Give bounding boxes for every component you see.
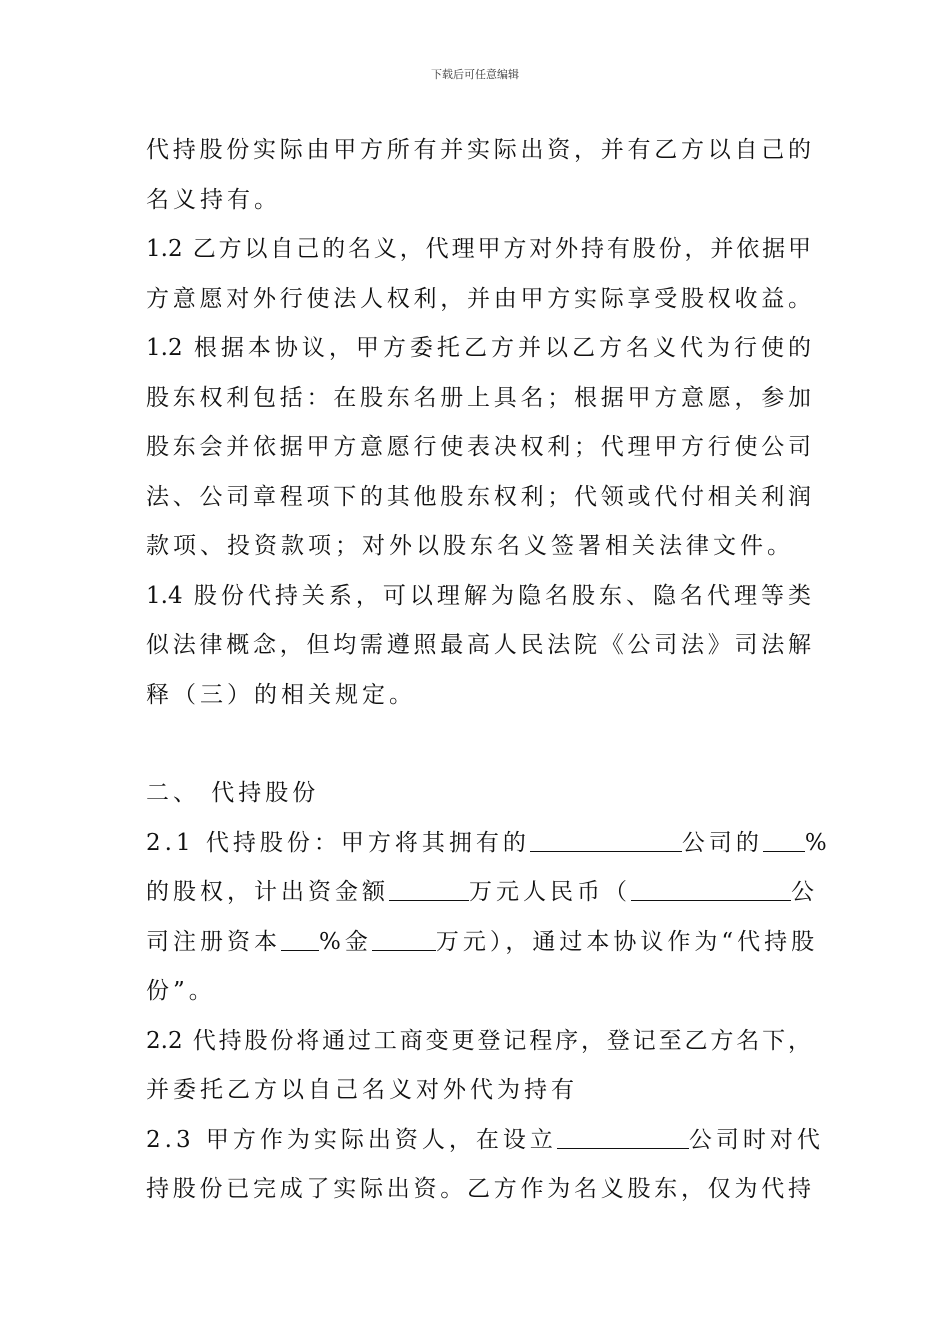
clause-1-4-line: 释（三）的相关规定。	[146, 681, 416, 708]
clause-1-2-line: 方意愿对外行使法人权利，并由甲方实际享受股权收益。	[146, 285, 811, 312]
clause-2-1-text: 万元人民币（	[469, 879, 631, 905]
clause-2-1-text: 司注册资本	[146, 928, 281, 955]
registered-percent-blank[interactable]	[281, 928, 319, 951]
text-line: 名义持有。	[146, 186, 281, 213]
clause-1-2-line: 1.2 乙方以自己的名义，代理甲方对外持有股份，并依据甲	[146, 236, 811, 262]
clause-2-3-line	[146, 1116, 824, 1166]
clause-2-1-text: %金	[319, 928, 372, 955]
clause-2-2-line: 2.2 代持股份将通过工商变更登记程序，登记至乙方名下，	[146, 1027, 811, 1054]
clause-1-2b-line: 法、公司章程项下的其他股东权利；代领或代付相关利润	[146, 483, 811, 510]
clause-2-1-text: 万元），通过本协议作为“代持股	[435, 928, 819, 955]
clause-2-3-text: 公司时对代	[688, 1126, 824, 1153]
clause-2-1-line	[146, 918, 819, 968]
document-body	[146, 126, 831, 1215]
clause-1-4-line: 似法律概念，但均需遵照最高人民法院《公司法》司法解	[146, 632, 811, 658]
clause-2-1-text: 公	[791, 879, 818, 905]
percent-sign: %	[804, 829, 831, 856]
registered-amount-blank[interactable]	[372, 928, 436, 951]
clause-1-2b-line: 1.2 根据本协议，甲方委托乙方并以乙方名义代为行使的	[146, 335, 811, 361]
clause-2-1-line: 份”。	[146, 978, 216, 1004]
share-percent-blank[interactable]	[763, 829, 805, 852]
section-2-title: 二、 代持股份	[146, 780, 320, 806]
established-company-blank[interactable]	[557, 1126, 689, 1149]
clause-2-3-line: 持股份已完成了实际出资。乙方作为名义股东，仅为代持	[146, 1176, 811, 1202]
clause-2-1-line	[146, 819, 831, 869]
clause-2-1-text: 2.1 代持股份：甲方将其拥有的	[146, 829, 530, 856]
clause-2-1-line	[146, 868, 818, 918]
company-name-blank[interactable]	[530, 829, 682, 852]
clause-1-2b-line: 股东会并依据甲方意愿行使表决权利；代理甲方行使公司	[146, 434, 811, 460]
clause-2-2-line: 并委托乙方以自己名义对外代为持有	[146, 1077, 578, 1103]
clause-2-1-text: 公司的	[681, 829, 763, 856]
page-header-note: 下载后可任意编辑	[431, 68, 519, 81]
clause-1-2b-line: 股东权利包括：在股东名册上具名；根据甲方意愿，参加	[146, 384, 811, 411]
clause-2-3-text: 2.3 甲方作为实际出资人，在设立	[146, 1126, 557, 1153]
capital-amount-blank[interactable]	[389, 878, 469, 901]
clause-1-2b-line: 款项、投资款项；对外以股东名义签署相关法律文件。	[146, 533, 794, 559]
clause-1-4-line: 1.4 股份代持关系，可以理解为隐名股东、隐名代理等类	[146, 582, 811, 609]
paragraph-gap	[146, 720, 811, 769]
text-line: 代持股份实际由甲方所有并实际出资，并有乙方以自己的	[146, 137, 811, 163]
clause-2-1-text: 的股权，计出资金额	[146, 879, 389, 905]
company-registered-blank[interactable]	[631, 878, 791, 901]
